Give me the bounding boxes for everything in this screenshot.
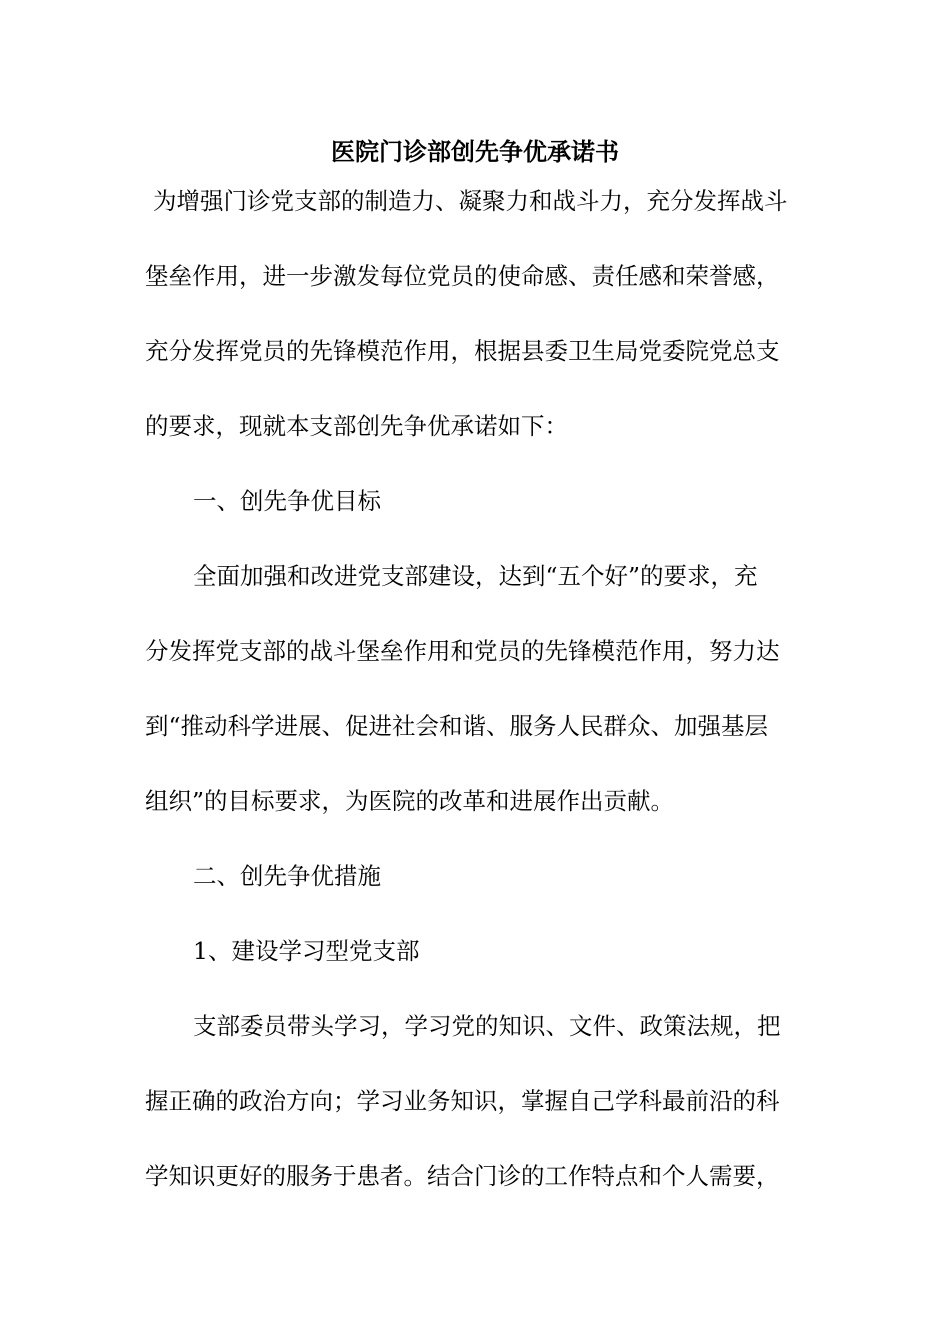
paragraph-line: 分发挥党支部的战斗堡垒作用和党员的先锋模范作用，努力达 [145, 637, 780, 665]
section-heading: 一、创先争优目标 [193, 487, 381, 515]
paragraph-line: 全面加强和改进党支部建设，达到“五个好”的要求，充 [193, 562, 758, 590]
paragraph-line: 握正确的政治方向；学习业务知识，掌握自己学科最前沿的科 [145, 1087, 780, 1115]
subsection-heading: 1、建设学习型党支部 [193, 937, 420, 965]
paragraph-line: 支部委员带头学习，学习党的知识、文件、政策法规，把 [193, 1012, 781, 1040]
document-title: 医院门诊部创先争优承诺书 [331, 137, 619, 166]
paragraph-line: 堡垒作用，进一步激发每位党员的使命感、责任感和荣誉感， [145, 262, 780, 290]
paragraph-line: 的要求，现就本支部创先争优承诺如下： [145, 412, 568, 440]
section-heading: 二、创先争优措施 [193, 862, 381, 890]
paragraph-line: 到“推动科学进展、促进社会和谐、服务人民群众、加强基层 [145, 712, 769, 740]
paragraph-line: 为增强门诊党支部的制造力、凝聚力和战斗力，充分发挥战斗 [153, 187, 788, 215]
paragraph-line: 充分发挥党员的先锋模范作用，根据县委卫生局党委院党总支 [145, 337, 780, 365]
paragraph-line: 组织”的目标要求，为医院的改革和进展作出贡献。 [145, 787, 675, 815]
paragraph-line: 学知识更好的服务于患者。结合门诊的工作特点和个人需要， [145, 1162, 780, 1190]
